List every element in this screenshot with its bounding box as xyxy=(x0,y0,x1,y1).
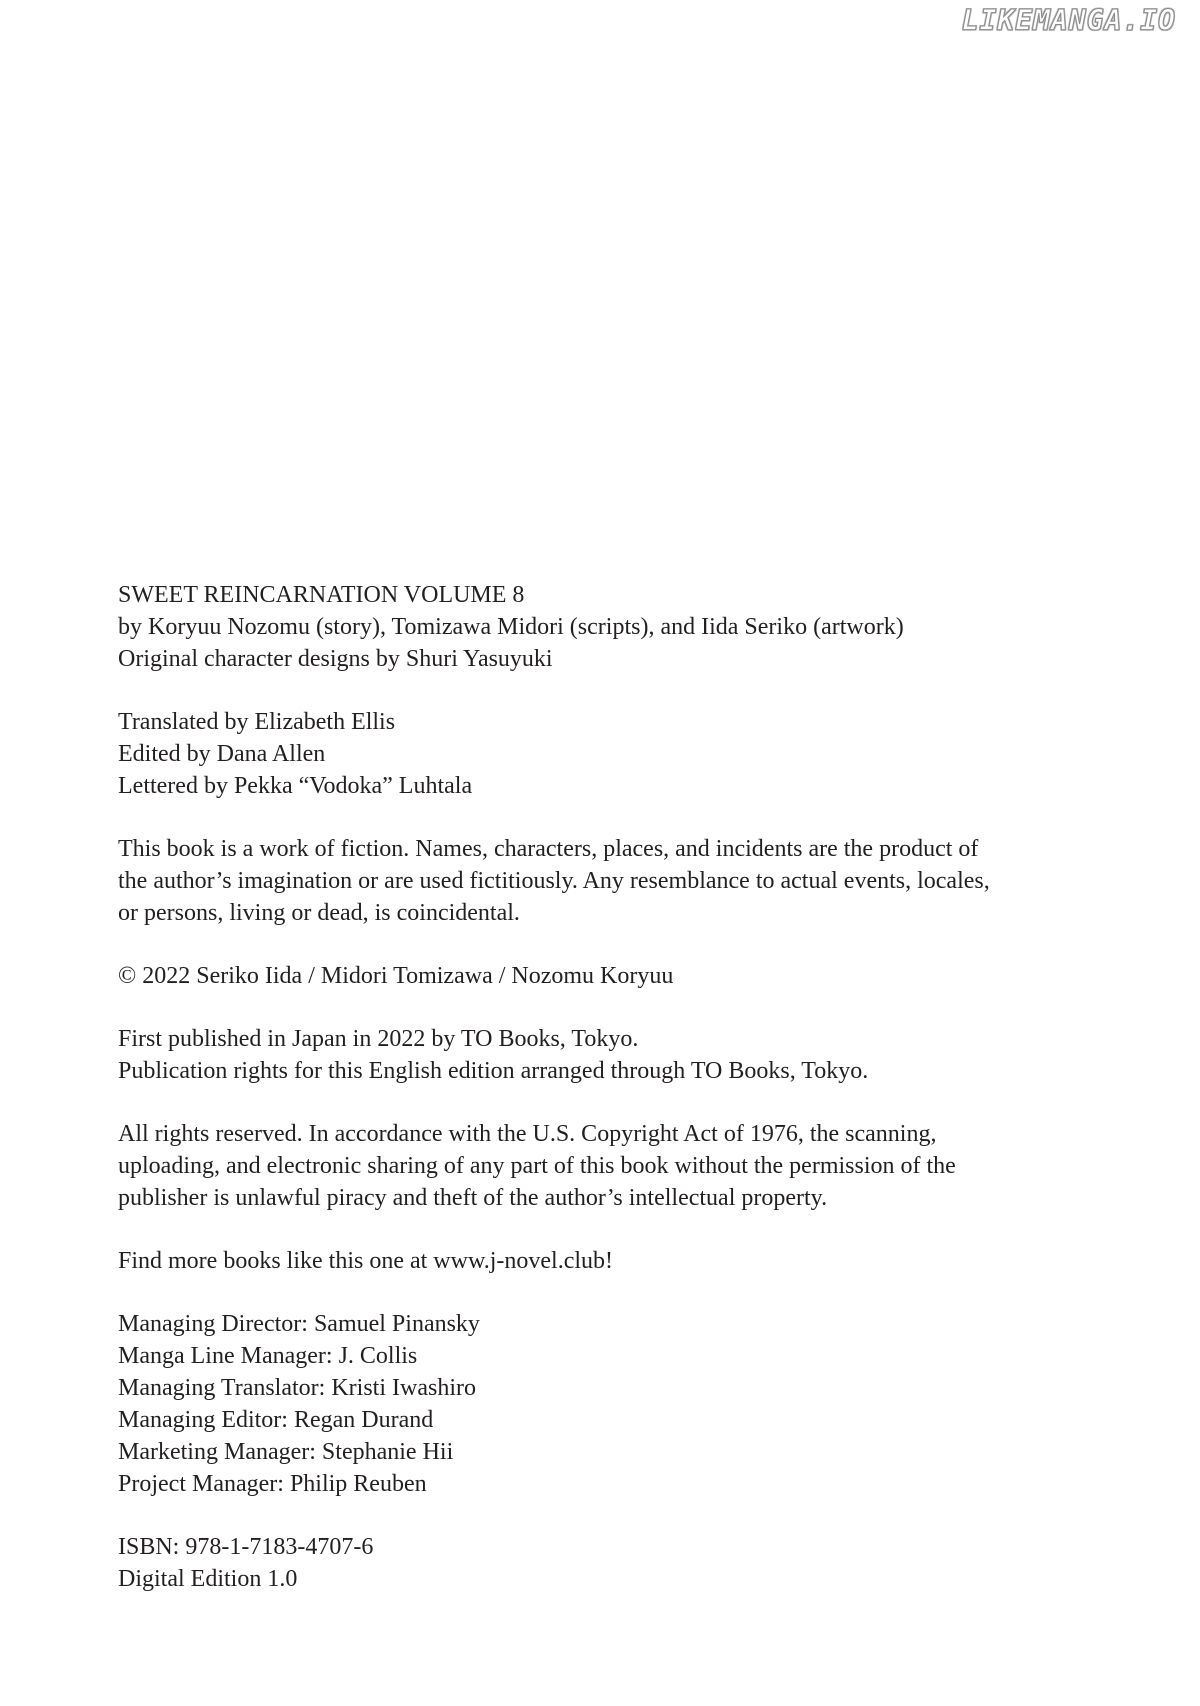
management-block xyxy=(118,1308,1118,1500)
copyright-line: © 2022 Seriko Iida / Midori Tomizawa / Nozomu Koryuu xyxy=(118,963,674,989)
rights-line: publisher is unlawful piracy and theft of the author’s intellectual property. xyxy=(118,1185,828,1211)
promo-block xyxy=(118,1245,1118,1277)
publication-block xyxy=(118,1023,1118,1087)
copyright-block xyxy=(118,960,1118,992)
rights-line: uploading, and electronic sharing of any part of this book without the permission of the xyxy=(118,1153,956,1179)
management-line: Managing Editor: Regan Durand xyxy=(118,1407,434,1433)
disclaimer-line: or persons, living or dead, is coincidental. xyxy=(118,900,520,926)
site-watermark: LIKEMANGA.IO xyxy=(961,4,1176,37)
rights-line: All rights reserved. In accordance with the U.S. Copyright Act of 1976, the scanning, xyxy=(118,1121,937,1147)
character-designs-line: Original character designs by Shuri Yasuyuki xyxy=(118,646,553,672)
authors-line: by Koryuu Nozomu (story), Tomizawa Midori (scripts), and Iida Seriko (artwork) xyxy=(118,614,904,640)
management-line: Marketing Manager: Stephanie Hii xyxy=(118,1439,454,1465)
management-line: Project Manager: Philip Reuben xyxy=(118,1471,427,1497)
management-line: Manga Line Manager: J. Collis xyxy=(118,1343,418,1369)
colophon xyxy=(118,579,1118,1626)
staff-block xyxy=(118,706,1118,802)
publication-rights-line: Publication rights for this English edition arranged through TO Books, Tokyo. xyxy=(118,1058,869,1084)
translator-line: Translated by Elizabeth Ellis xyxy=(118,709,396,735)
disclaimer-line: the author’s imagination or are used fictitiously. Any resemblance to actual events, locales, xyxy=(118,868,990,894)
promo-line: Find more books like this one at www.j-novel.club! xyxy=(118,1248,614,1274)
rights-block xyxy=(118,1118,1118,1214)
first-published-line: First published in Japan in 2022 by TO Books, Tokyo. xyxy=(118,1026,639,1052)
editor-line: Edited by Dana Allen xyxy=(118,741,326,767)
letterer-line: Lettered by Pekka “Vodoka” Luhtala xyxy=(118,773,473,799)
edition-line: Digital Edition 1.0 xyxy=(118,1566,298,1592)
isbn-block xyxy=(118,1531,1118,1595)
disclaimer-line: This book is a work of fiction. Names, characters, places, and incidents are the product of xyxy=(118,836,979,862)
isbn-line: ISBN: 978-1-7183-4707-6 xyxy=(118,1534,374,1560)
management-line: Managing Translator: Kristi Iwashiro xyxy=(118,1375,476,1401)
management-line: Managing Director: Samuel Pinansky xyxy=(118,1311,480,1337)
credits-block xyxy=(118,579,1118,675)
disclaimer-block xyxy=(118,833,1118,929)
book-title: SWEET REINCARNATION VOLUME 8 xyxy=(118,582,525,608)
